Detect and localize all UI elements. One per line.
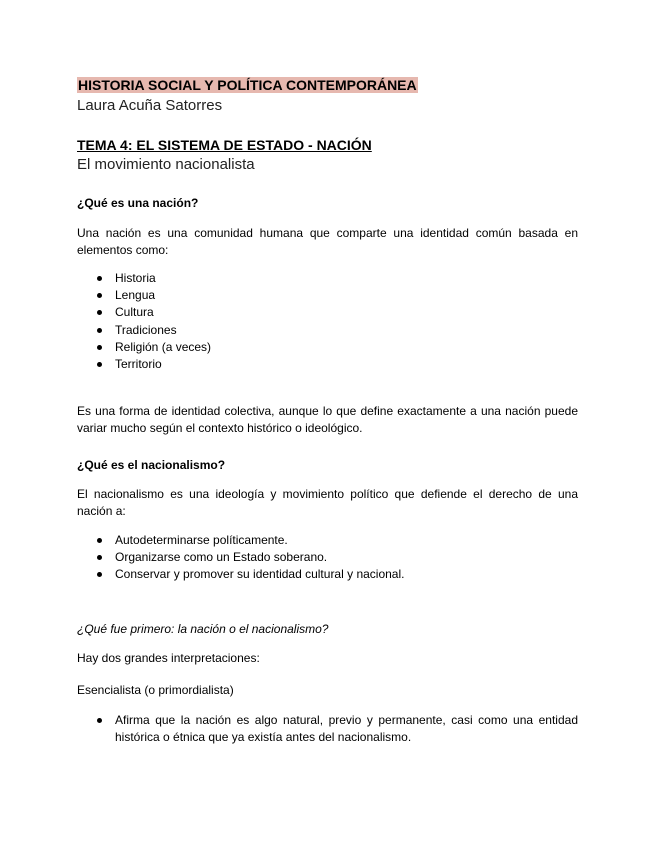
essentialist-list <box>77 712 578 746</box>
question-nation: ¿Qué es una nación? <box>77 196 199 210</box>
question-nationalism: ¿Qué es el nacionalismo? <box>77 458 226 472</box>
nationalism-intro-paragraph: El nacionalismo es una ideología y movimiento político que defiende el derecho de una nación a: <box>77 487 578 518</box>
nationalism-rights-list <box>77 532 578 584</box>
list-item: Afirma que la nación es algo natural, previo y permanente, casi como una entidad histórica o étnica que ya existía antes del nacionalismo. <box>77 712 578 746</box>
essentialist-approach-title: Esencialista (o primordialista) <box>77 683 234 697</box>
course-title <box>77 77 578 94</box>
list-item: Organizarse como un Estado soberano. <box>77 549 578 566</box>
author-name: Laura Acuña Satorres <box>77 97 223 114</box>
list-item: Historia <box>77 270 578 287</box>
topic-subtitle: El movimiento nacionalista <box>77 156 255 173</box>
interpretations-intro: Hay dos grandes interpretaciones: <box>77 651 260 665</box>
list-item: Tradiciones <box>77 322 578 339</box>
list-item: Territorio <box>77 356 578 373</box>
list-item: Lengua <box>77 287 578 304</box>
list-item: Autodeterminarse políticamente. <box>77 532 578 549</box>
question-origin: ¿Qué fue primero: la nación o el nacionalismo? <box>77 622 329 636</box>
list-item: Religión (a veces) <box>77 339 578 356</box>
topic-title: TEMA 4: EL SISTEMA DE ESTADO - NACIÓN <box>77 137 372 153</box>
list-item: Cultura <box>77 304 578 321</box>
nation-elements-list <box>77 270 578 373</box>
list-item: Conservar y promover su identidad cultural y nacional. <box>77 566 578 583</box>
course-title-highlight: HISTORIA SOCIAL Y POLÍTICA CONTEMPORÁNEA <box>78 77 417 93</box>
nation-closing-paragraph: Es una forma de identidad colectiva, aunque lo que define exactamente a una nación puede variar mucho según el contexto histórico o ideológico. <box>77 404 578 435</box>
nation-intro-paragraph: Una nación es una comunidad humana que comparte una identidad común basada en elementos como: <box>77 226 578 257</box>
